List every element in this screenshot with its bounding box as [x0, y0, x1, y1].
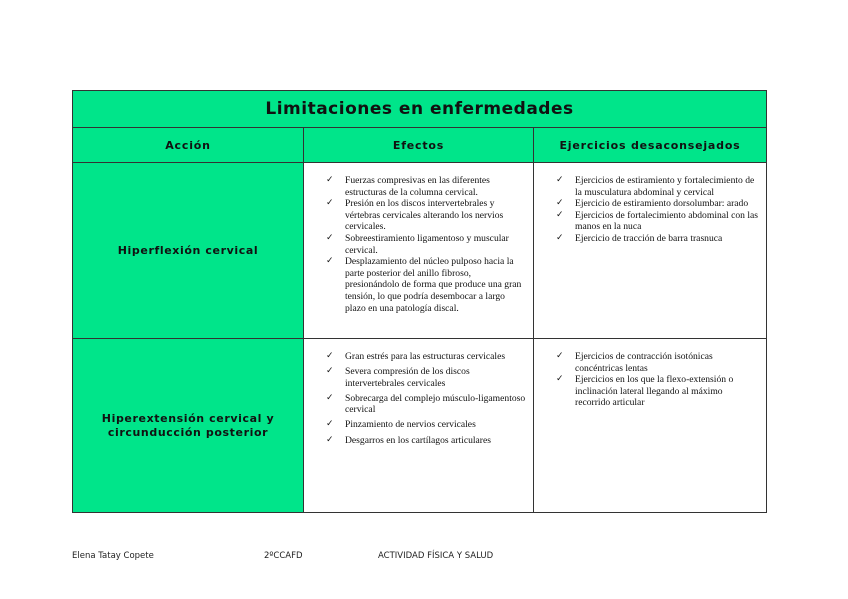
list-item [326, 393, 527, 416]
exercises-list [534, 163, 766, 245]
table-row [73, 339, 767, 513]
list-item [326, 419, 527, 431]
list-item [326, 256, 527, 314]
list-item-text: Fuerzas compresivas en las diferentes estructuras de la columna cervical. [345, 175, 490, 198]
list-item-text: Sobrecarga del complejo músculo-ligamentoso cervical [345, 392, 526, 416]
list-item [326, 198, 527, 233]
check-icon: ✓ [326, 392, 334, 403]
limitations-table [72, 90, 767, 513]
check-icon: ✓ [326, 351, 334, 361]
header-effects: Efectos [304, 128, 534, 163]
list-item [556, 351, 760, 374]
list-item-text: Desplazamiento del núcleo pulposo hacia la parte posterior del anillo fibroso, presionándolo de forma que produce una gran tensión, lo que podría desembocar a largo plazo en una patología discal. [345, 256, 522, 314]
list-item-text: Gran estrés para las estructuras cervicales [345, 351, 506, 362]
list-item [556, 374, 760, 409]
list-item-text: Presión en los discos intervertebrales y vértebras cervicales alterando los nervios cervicales. [345, 198, 504, 233]
check-icon: ✓ [556, 374, 564, 385]
action-cell: Hiperflexión cervical [73, 163, 304, 339]
list-item [326, 435, 527, 447]
check-icon: ✓ [326, 198, 334, 209]
list-item-text: Desgarros en los cartílagos articulares [345, 434, 491, 446]
effects-cell [304, 339, 534, 513]
effects-cell [304, 163, 534, 339]
list-item [556, 198, 760, 210]
list-item [326, 233, 527, 256]
list-item-text: Severa compresión de los discos intervertebrales cervicales [345, 366, 470, 389]
exercises-list [534, 339, 766, 409]
table-title: Limitaciones en enfermedades [73, 91, 767, 128]
list-item [556, 210, 760, 233]
list-item-text: Pinzamiento de nervios cervicales [345, 419, 476, 431]
check-icon: ✓ [556, 209, 564, 220]
list-item [326, 175, 527, 198]
action-cell: Hiperextensión cervical y circunducción posterior [73, 339, 304, 513]
list-item-text: Ejercicio de estiramiento dorsolumbar: arado [575, 198, 749, 210]
check-icon: ✓ [326, 256, 334, 267]
exercises-cell [534, 339, 767, 513]
check-icon: ✓ [556, 175, 564, 185]
check-icon: ✓ [326, 175, 334, 185]
check-icon: ✓ [326, 366, 334, 377]
check-icon: ✓ [556, 232, 564, 243]
list-item [326, 366, 527, 389]
header-action: Acción [73, 128, 304, 163]
footer-course: 2ºCCAFD [264, 551, 303, 561]
list-item [556, 233, 760, 245]
list-item-text: Ejercicios de contracción isotónicas concéntricas lentas [575, 351, 713, 374]
check-icon: ✓ [556, 198, 564, 209]
check-icon: ✓ [326, 419, 334, 430]
list-item-text: Ejercicio de tracción de barra trasnuca [575, 232, 723, 244]
list-item-text: Ejercicios de estiramiento y fortalecimiento de la musculatura abdominal y cervical [575, 175, 755, 198]
list-item [326, 351, 527, 363]
list-item-text: Ejercicios en los que la flexo-extensión o inclinación lateral llegando al máximo recorrido articular [575, 374, 734, 409]
footer-author: Elena Tatay Copete [72, 551, 154, 561]
exercises-cell [534, 163, 767, 339]
check-icon: ✓ [556, 351, 564, 361]
effects-list [304, 163, 533, 314]
effects-list [304, 339, 533, 446]
header-exercises: Ejercicios desaconsejados [534, 128, 767, 163]
list-item-text: Ejercicios de fortalecimiento abdominal con las manos en la nuca [575, 209, 759, 233]
list-item [556, 175, 760, 198]
list-item-text: Sobreestiramiento ligamentoso y muscular cervical. [345, 232, 509, 256]
check-icon: ✓ [326, 232, 334, 243]
check-icon: ✓ [326, 434, 334, 445]
table-row [73, 163, 767, 339]
footer-subject: ACTIVIDAD FÍSICA Y SALUD [378, 551, 494, 561]
